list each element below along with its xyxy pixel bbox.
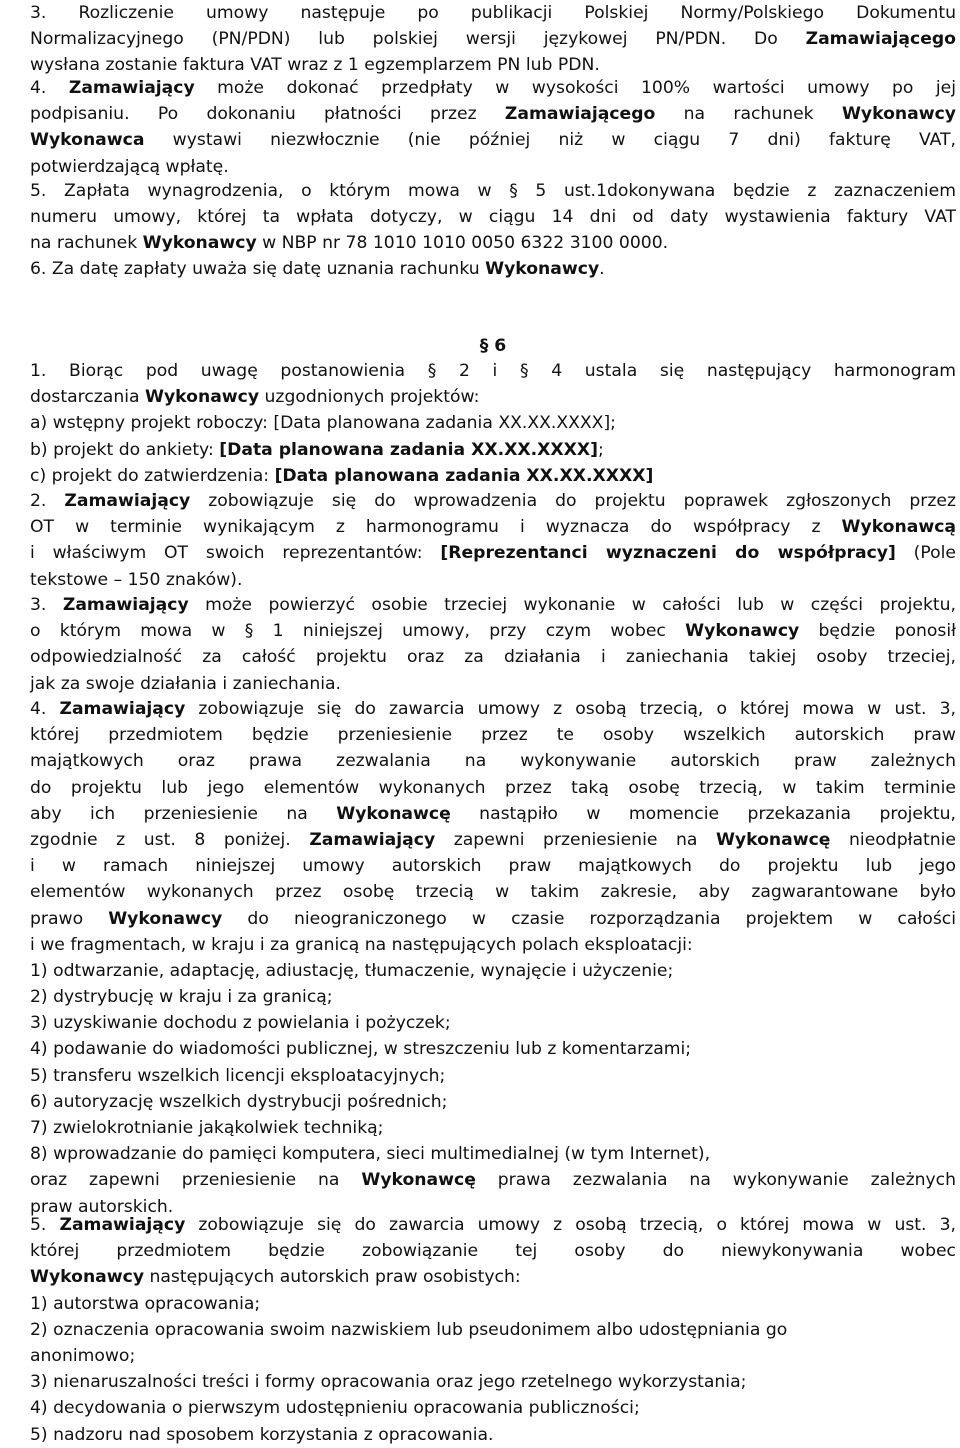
paragraph-6-2 [30,488,956,593]
paragraph-6-3 [30,592,956,697]
list-item: a) wstępny projekt roboczy: [Data planowana zadania XX.XX.XXXX]; [30,413,616,434]
text-line: praw autorskich. [30,1196,174,1217]
list-item: 4) decydowania o pierwszym udostępnieniu opracowania publiczności; [30,1398,640,1419]
text-line: 2. Zamawiający zobowiązuje się do wprowadzenia do projektu poprawek zgłoszonych przez [30,491,956,511]
text-line: Wykonawcy następujących autorskich praw osobistych: [30,1267,521,1288]
paragraph-6-1 [30,358,956,489]
text-line: na rachunek Wykonawcy w NBP nr 78 1010 1010 0050 6322 3100 0000. [30,233,669,254]
text-line: i właściwym OT swoich reprezentantów: [Reprezentanci wyznaczeni do współpracy] (Pole [30,543,956,564]
list-item: 7) zwielokrotnianie jakąkolwiek techniką; [30,1118,384,1138]
text-line: numeru umowy, której ta wpłata dotyczy, w ciągu 14 dni od daty wystawienia faktury VAT [30,207,956,228]
text-line: 1. Biorąc pod uwagę postanowienia § 2 i § 4 ustala się następujący harmonogram [30,361,956,381]
text-line: 5. Zapłata wynagrodzenia, o którym mowa w § 5 ust.1dokonywana będzie z zaznaczeniem [30,181,956,201]
paragraph-5-3 [30,0,956,79]
section-heading: § 6 [479,336,507,356]
list-item: 6) autoryzację wszelkich dystrybucji pośrednich; [30,1091,448,1112]
text-line: aby ich przeniesienie na Wykonawcę nastąpiło w momencie przekazania projektu, [30,803,956,824]
list-item: 5) nadzoru nad sposobem korzystania z opracowania. [30,1424,494,1445]
list-item: 2) dystrybucję w kraju i za granicą; [30,987,333,1008]
text-line: do projektu lub jego elementów wykonanych przez taką osobę trzecią, w takim terminie [30,777,956,798]
text-line: odpowiedzialność za całość projektu oraz za działania i zaniechania takiej osoby trzeciej, [30,647,956,668]
list-item: c) projekt do zatwierdzenia: [Data planowana zadania XX.XX.XXXX] [30,465,654,486]
text-line: 3. Rozliczenie umowy następuje po publikacji Polskiej Normy/Polskiego Dokumentu [30,3,956,23]
text-line: podpisaniu. Po dokonaniu płatności przez Zamawiającego na rachunek Wykonawcy [30,104,956,125]
text-line: o którym mowa w § 1 niniejszej umowy, przy czym wobec Wykonawcy będzie ponosił [30,621,956,642]
text-line: majątkowych oraz prawa zezwalania na wykonywanie autorskich praw zależnych [30,751,956,772]
text-line: i w ramach niniejszej umowy autorskich praw majątkowych do projektu lub jego [30,856,956,877]
list-item: b) projekt do ankiety: [Data planowana zadania XX.XX.XXXX]; [30,439,604,460]
list-item: 8) wprowadzanie do pamięci komputera, sieci multimedialnej (w tym Internet), [30,1144,711,1165]
text-line: której przedmiotem będzie przeniesienie przez te osoby wszelkich autorskich praw [30,725,956,746]
text-line: 3. Zamawiający może powierzyć osobie trzeciej wykonanie w całości lub w części projektu, [30,595,956,615]
paragraph-5-6 [30,256,956,282]
text-line: 6. Za datę zapłaty uważa się datę uznania rachunku Wykonawcy. [30,259,605,279]
text-line: 5. Zamawiający zobowiązuje się do zawarcia umowy z osobą trzecią, o której mowa w ust. 3, [30,1215,956,1235]
list-item: 3) uzyskiwanie dochodu z powielania i pożyczek; [30,1013,451,1034]
text-line: OT w terminie wynikającym z harmonogramu i wyznacza do współpracy z Wykonawcą [30,517,956,538]
text-line: wysłana zostanie faktura VAT wraz z 1 egzemplarzem PN lub PDN. [30,55,600,76]
text-line: dostarczania Wykonawcy uzgodnionych projektów: [30,387,480,408]
text-line: prawo Wykonawcy do nieograniczonego w czasie rozporządzania projektem w całości [30,908,956,929]
text-line: i we fragmentach, w kraju i za granicą na następujących polach eksploatacji: [30,934,693,955]
text-line: której przedmiotem będzie zobowiązanie tej osoby do niewykonywania wobec [30,1241,956,1262]
text-line: 4. Zamawiający może dokonać przedpłaty w wysokości 100% wartości umowy po jej [30,78,956,98]
paragraph-5-5 [30,178,956,257]
paragraph-6-5 [30,1212,956,1448]
text-line: Wykonawca wystawi niezwłocznie (nie później niż w ciągu 7 dni) fakturę VAT, [30,130,956,151]
list-item: 5) transferu wszelkich licencji eksploatacyjnych; [30,1065,446,1086]
text-line: jak za swoje działania i zaniechania. [30,673,341,694]
text-line: elementów wykonanych przez osobę trzecią w takim zakresie, aby zagwarantowane było [30,882,956,903]
text-line: tekstowe – 150 znaków). [30,569,243,590]
list-item: 1) autorstwa opracowania; [30,1293,261,1314]
text-line: zgodnie z ust. 8 poniżej. Zamawiający zapewni przeniesienie na Wykonawcę nieodpłatnie [30,829,957,850]
text-line: potwierdzającą wpłatę. [30,156,229,177]
text-line: Normalizacyjnego (PN/PDN) lub polskiej wersji językowej PN/PDN. Do Zamawiającego [30,29,956,50]
text-line: 4. Zamawiający zobowiązuje się do zawarcia umowy z osobą trzecią, o której mowa w ust. 3, [30,699,956,719]
paragraph-6-4 [30,696,956,1220]
list-item: 4) podawanie do wiadomości publicznej, w streszczeniu lub z komentarzami; [30,1039,692,1060]
list-item: anonimowo; [30,1345,136,1366]
list-item: 2) oznaczenia opracowania swoim nazwiskiem lub pseudonimem albo udostępniania go [30,1319,788,1340]
paragraph-5-4 [30,75,956,180]
text-line: oraz zapewni przeniesienie na Wykonawcę prawa zezwalania na wykonywanie zależnych [30,1170,956,1191]
list-item: 3) nienaruszalności treści i formy opracowania oraz jego rzetelnego wykorzystania; [30,1372,747,1393]
list-item: 1) odtwarzanie, adaptację, adiustację, tłumaczenie, wynajęcie i użyczenie; [30,960,674,981]
